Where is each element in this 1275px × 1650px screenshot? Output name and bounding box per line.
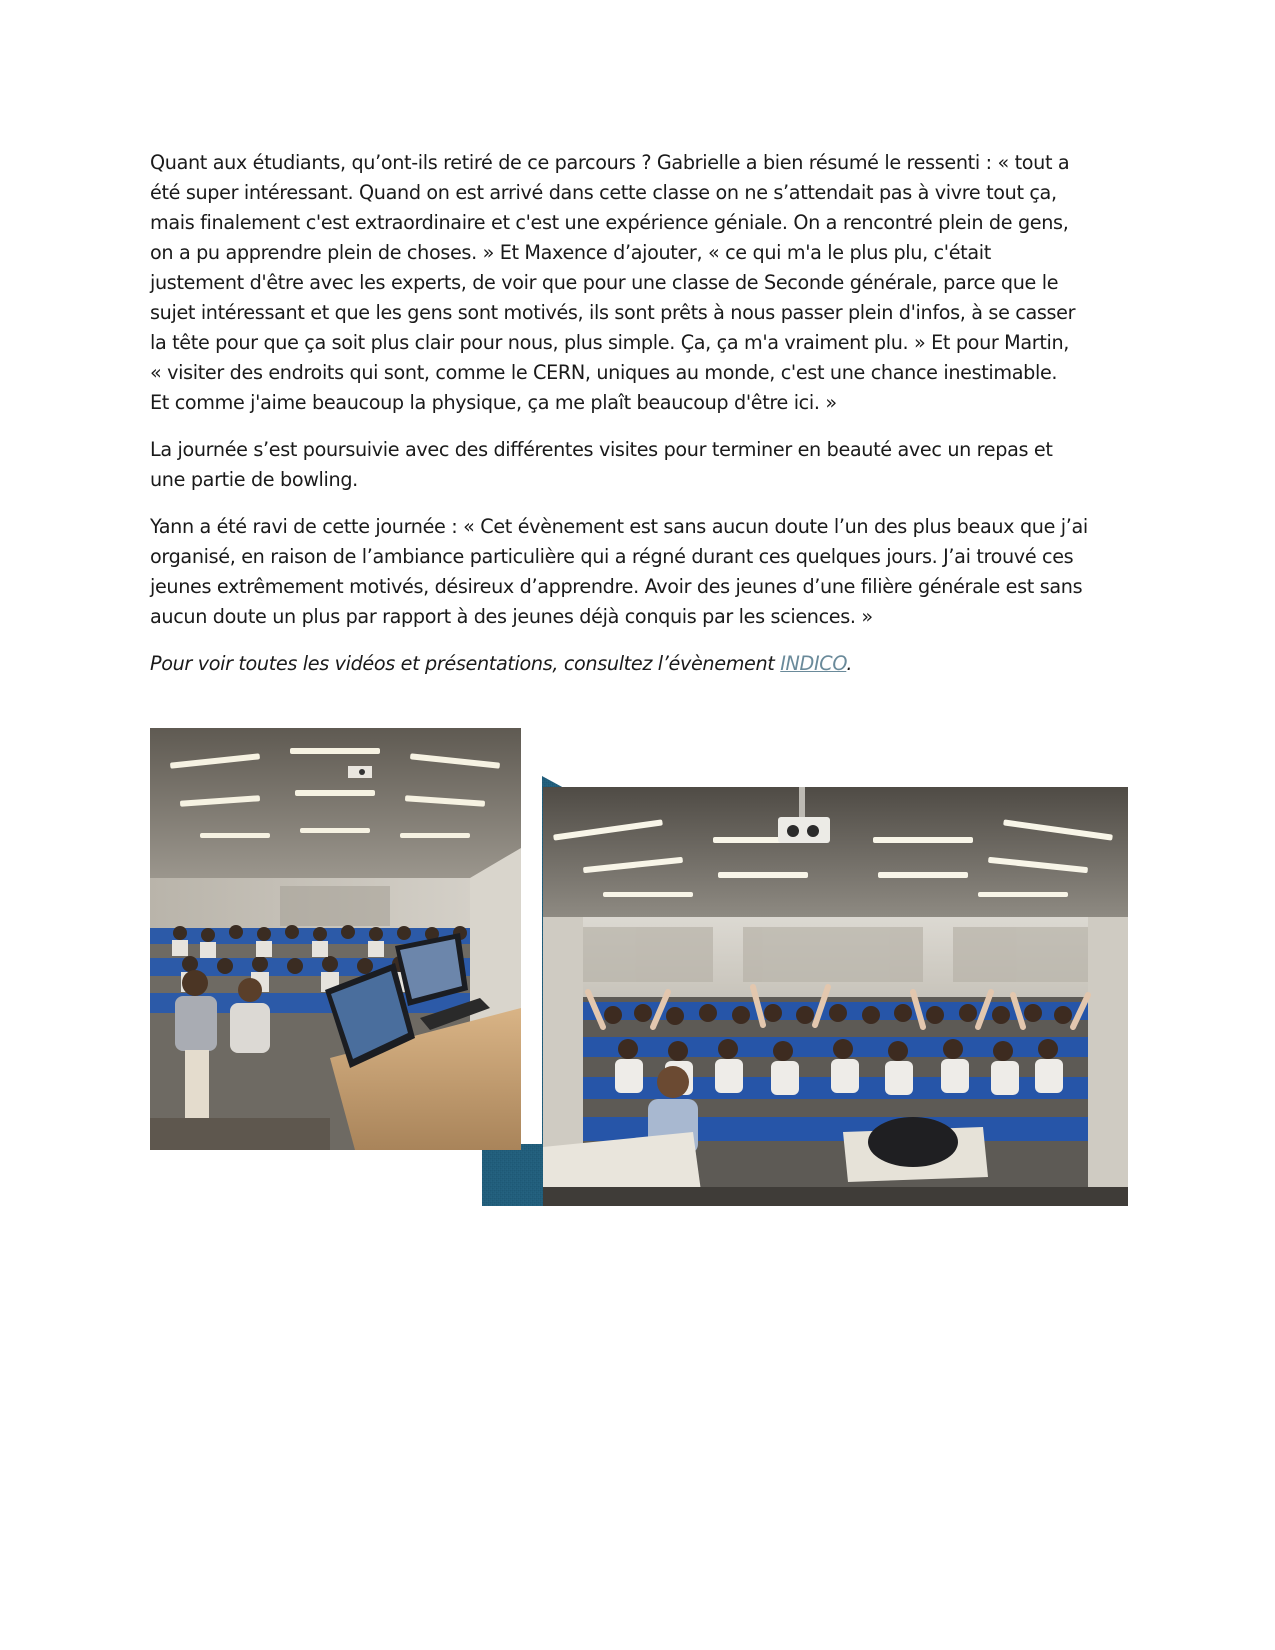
text-line: La journée s’est poursuivie avec des différentes visites pour terminer en beauté avec un repas et bbox=[150, 438, 1053, 461]
text-line: la tête pour que ça soit plus clair pour nous, plus simple. Ça, ça m'a vraiment plu. » Et pour Martin, bbox=[150, 331, 1070, 354]
text-line: sujet intéressant et que les gens sont motivés, ils sont prêts à nous passer plein d'infos, à se casser bbox=[150, 301, 1076, 324]
indico-link[interactable]: INDICO bbox=[780, 652, 847, 675]
text-line: justement d'être avec les experts, de voir que pour une classe de Seconde générale, parce que le bbox=[150, 271, 1059, 294]
text-line: jeunes extrêmement motivés, désireux d’apprendre. Avoir des jeunes d’une filière générale est sans bbox=[150, 575, 1083, 598]
photo-audience-lecture-hall bbox=[150, 728, 521, 1150]
photo-collage bbox=[150, 728, 1128, 1206]
footer-note-suffix: . bbox=[846, 652, 853, 675]
text-line: Et comme j'aime beaucoup la physique, ça me plaît beaucoup d'être ici. » bbox=[150, 391, 837, 414]
footer-note-text: Pour voir toutes les vidéos et présentations, consultez l’évènement bbox=[150, 652, 781, 675]
text-line: organisé, en raison de l’ambiance particulière qui a régné durant ces quelques jours. J’ai trouvé ces bbox=[150, 545, 1074, 568]
paragraph-yann-quote bbox=[150, 512, 1130, 632]
text-line: été super intéressant. Quand on est arrivé dans cette classe on ne s’attendait pas à vivre tout ça, bbox=[150, 181, 1057, 204]
text-line: mais finalement c'est extraordinaire et c'est une expérience géniale. On a rencontré plein de gens, bbox=[150, 211, 1069, 234]
text-line: aucun doute un plus par rapport à des jeunes déjà conquis par les sciences. » bbox=[150, 605, 873, 628]
paragraph-day-continued bbox=[150, 435, 1130, 495]
article-body bbox=[150, 148, 1130, 696]
text-line: Yann a été ravi de cette journée : « Cet évènement est sans aucun doute l’un des plus beaux que j’ai bbox=[150, 515, 1088, 538]
footer-note bbox=[150, 649, 1130, 679]
text-line: « visiter des endroits qui sont, comme le CERN, uniques au monde, c'est une chance inestimable. bbox=[150, 361, 1058, 384]
text-line: une partie de bowling. bbox=[150, 468, 358, 491]
text-line: Quant aux étudiants, qu’ont-ils retiré de ce parcours ? Gabrielle a bien résumé le ressenti : « tout a bbox=[150, 151, 1070, 174]
photo-group-waving bbox=[543, 787, 1128, 1206]
paragraph-student-feedback bbox=[150, 148, 1130, 418]
text-line: on a pu apprendre plein de choses. » Et Maxence d’ajouter, « ce qui m'a le plus plu, c'était bbox=[150, 241, 991, 264]
